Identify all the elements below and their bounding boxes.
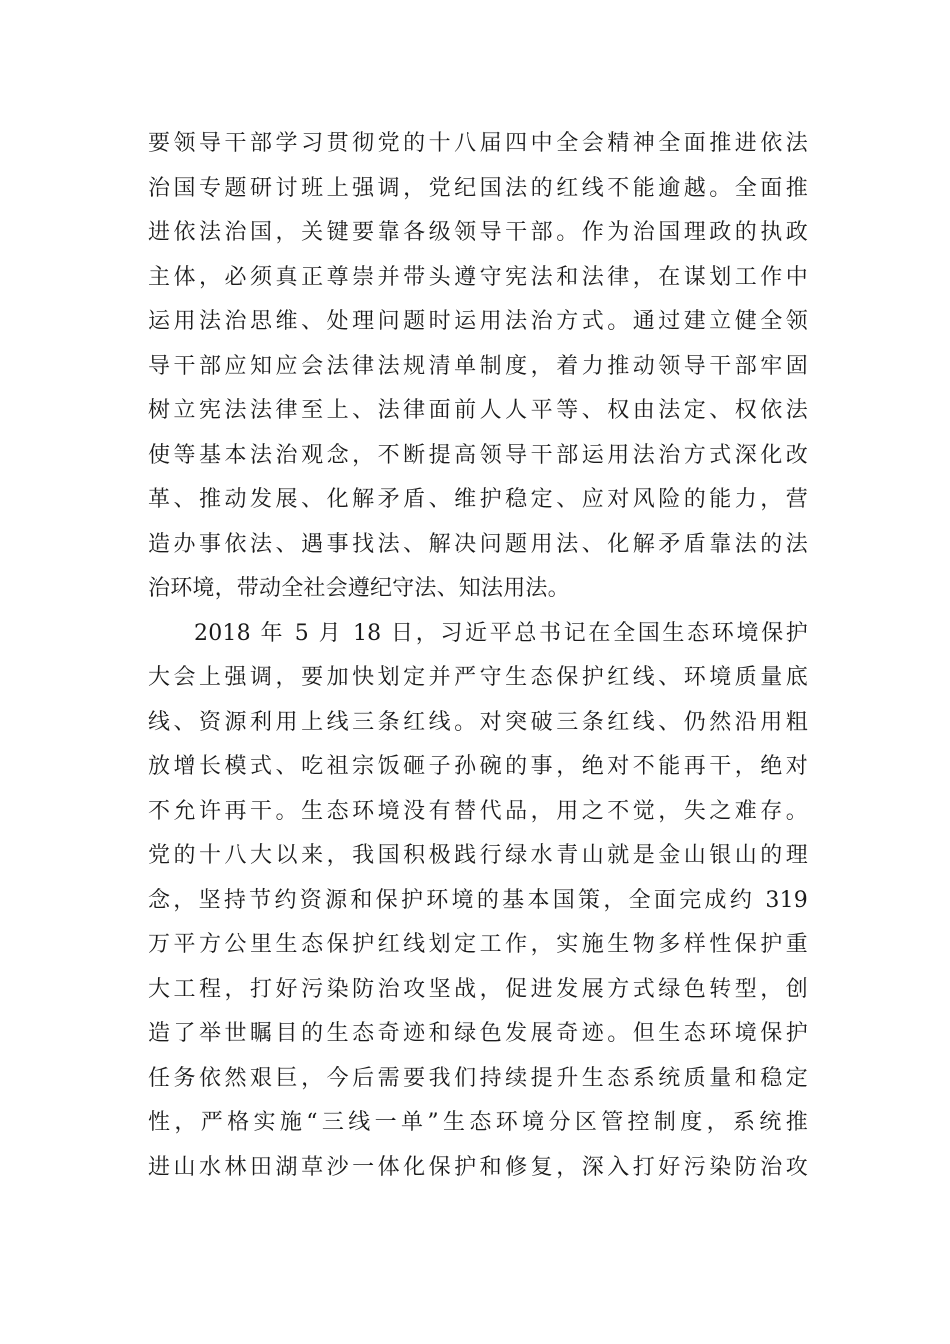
text-line: 树立宪法法律至上、法律面前人人平等、权由法定、权依法 <box>148 398 808 423</box>
text-line: 运用法治思维、处理问题时运用法治方式。通过建立健全领 <box>148 309 808 334</box>
text-line: 革、推动发展、化解矛盾、维护稳定、应对风险的能力，营 <box>148 487 808 512</box>
text-line: 念，坚持节约资源和保护环境的基本国策，全面完成约 319 <box>148 887 808 913</box>
text-line: 不允许再干。生态环境没有替代品，用之不觉，失之难存。 <box>148 798 808 824</box>
text-line: 要领导干部学习贯彻党的十八届四中全会精神全面推进依法 <box>148 131 808 156</box>
text-line: 线、资源利用上线三条红线。对突破三条红线、仍然沿用粗 <box>148 709 808 735</box>
text-line: 治环境，带动全社会遵纪守法、知法用法。 <box>148 576 570 601</box>
text-line: 使等基本法治观念，不断提高领导干部运用法治方式深化改 <box>148 442 808 468</box>
text-line: 导干部应知应会法律法规清单制度，着力推动领导干部牢固 <box>148 353 808 379</box>
paragraph-1 <box>148 122 808 612</box>
text-line: 万平方公里生态保护红线划定工作，实施生物多样性保护重 <box>148 932 808 957</box>
text-line: 2018 年 5 月 18 日，习近平总书记在全国生态环境保护 <box>194 620 808 646</box>
text-line: 进依法治国，关键要靠各级领导干部。作为治国理政的执政 <box>148 220 808 245</box>
text-line: 治国专题研讨班上强调，党纪国法的红线不能逾越。全面推 <box>148 175 808 201</box>
document-page <box>148 122 808 1190</box>
text-line: 放增长模式、吃祖宗饭砸子孙碗的事，绝对不能再干，绝对 <box>148 754 808 779</box>
text-line: 任务依然艰巨，今后需要我们持续提升生态系统质量和稳定 <box>148 1065 808 1091</box>
text-line: 进山水林田湖草沙一体化保护和修复，深入打好污染防治攻 <box>148 1154 808 1180</box>
text-line: 性，严格实施“三线一单”生态环境分区管控制度，系统推 <box>148 1110 808 1135</box>
text-line: 大会上强调，要加快划定并严守生态保护红线、环境质量底 <box>148 665 808 690</box>
text-line: 党的十八大以来，我国积极践行绿水青山就是金山银山的理 <box>148 843 808 868</box>
text-line: 造办事依法、遇事找法、解决问题用法、化解矛盾靠法的法 <box>148 531 808 557</box>
paragraph-2 <box>148 612 808 1191</box>
text-line: 造了举世瞩目的生态奇迹和绿色发展奇迹。但生态环境保护 <box>148 1021 808 1046</box>
text-line: 主体，必须真正尊崇并带头遵守宪法和法律，在谋划工作中 <box>148 264 808 290</box>
text-line: 大工程，打好污染防治攻坚战，促进发展方式绿色转型，创 <box>148 976 808 1002</box>
